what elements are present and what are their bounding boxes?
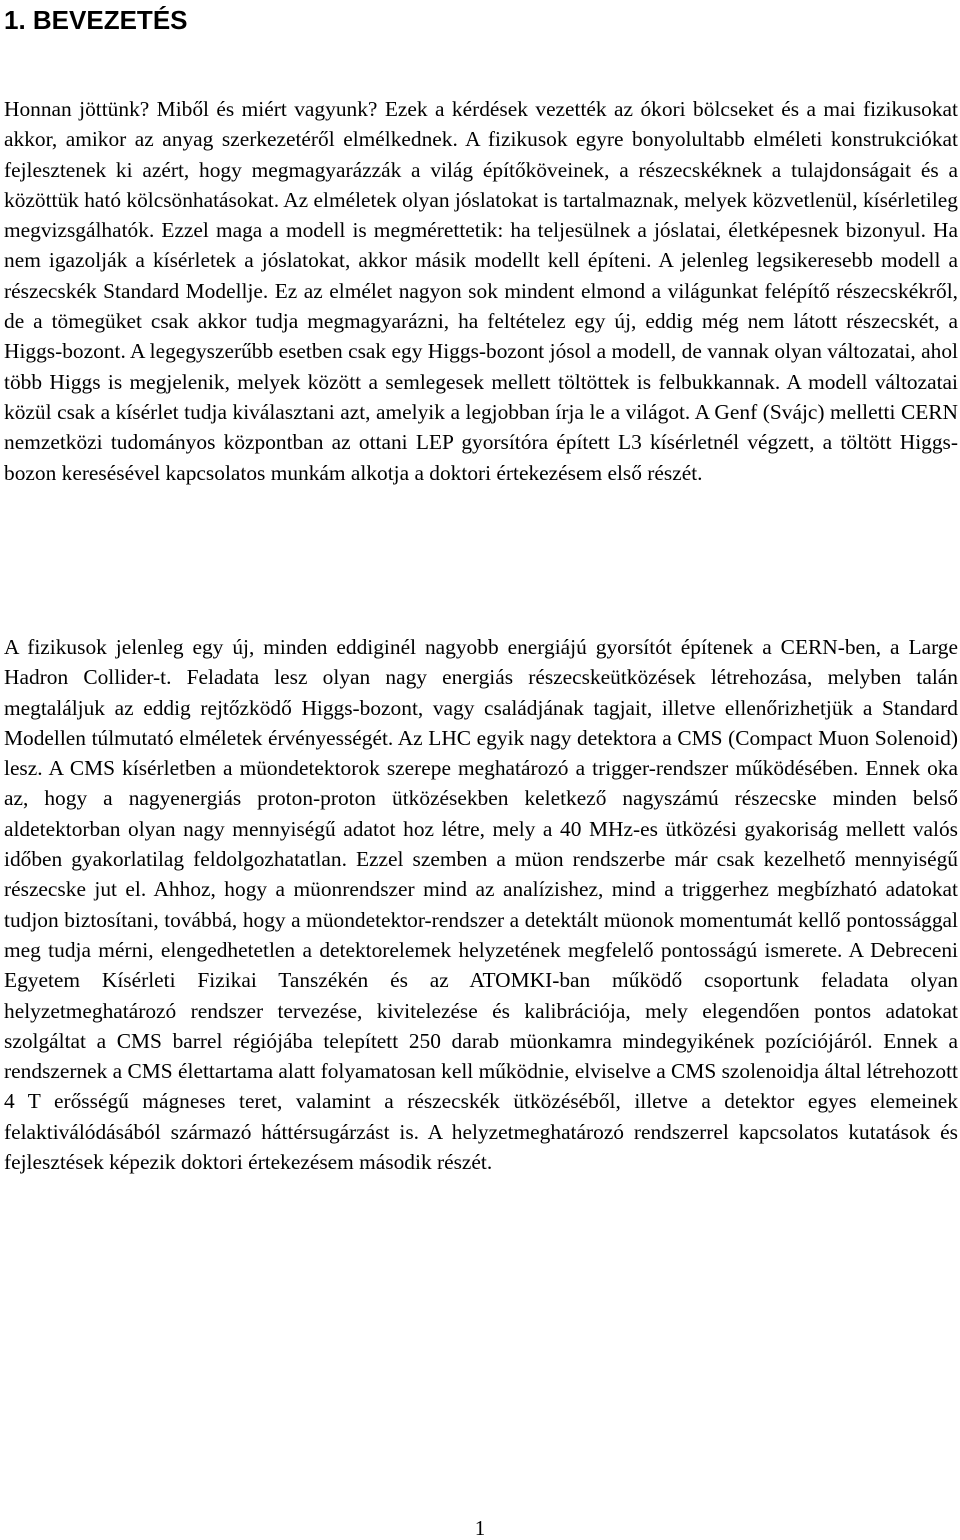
page-number: 1 xyxy=(474,1516,486,1540)
paragraph-1: Honnan jöttünk? Miből és miért vagyunk? Ezek a kérdések vezették az ókori bölcseket és a mai fizikusokat akkor, amikor az anyag szerkezetéről elmélkednek. A fizikusok egyre bonyolultabb elméleti konstrukciókat fejlesztenek ki azért, hogy megmagyarázzák a világ építőköveinek, a részecskéknek a tulajdonságait és a közöttük ható kölcsönhatásokat. Az elméletek olyan jóslatokat is tartalmaznak, melyek közvetlenül, kísérletileg megvizsgálhatók. Ezzel maga a modell is megmérettetik: ha teljesülnek a jóslatai, életképesnek bizonyul. Ha nem igazolják a kísérletek a jóslatokat, akkor másik modellt kell építeni. A jelenleg legsikeresebb modell a részecskék Standard Modellje. Ez az elmélet nagyon sok mindent elmond a világunkat felépítő részecskékről, de a tömegüket csak akkor tudja megmagyarázni, ha feltételez egy új, eddig még nem látott részecskét, a Higgs-bozont. A legegyszerűbb esetben csak egy Higgs-bozont jósol a modell, de vannak olyan változatai, ahol több Higgs is megjelenik, melyek között a semlegesek mellett töltöttek is felbukkannak. A modell változatai közül csak a kísérlet tudja kiválasztani azt, amelyik a legjobban írja le a világot. A Genf (Svájc) melletti CERN nemzetközi tudományos központban az ottani LEP gyorsítóra épített L3 kísérletnél végzett, a töltött Higgs-bozon keresésével kapcsolatos munkám alkotja a doktori értekezésem első részét. xyxy=(4,97,958,485)
section-heading: 1. BEVEZETÉS xyxy=(4,5,188,35)
paragraph-2: A fizikusok jelenleg egy új, minden eddiginél nagyobb energiájú gyorsítót építenek a CERN-ben, a Large Hadron Collider-t. Feladata lesz olyan nagy energiás részecskeütközések létrehozása, melyben talán megtaláljuk az eddig rejtőzködő Higgs-bozont, vagy családjának tagjait, illetve ellenőrizhetjük a Standard Modellen túlmutató elméletek érvényességét. Az LHC egyik nagy detektora a CMS (Compact Muon Solenoid) lesz. A CMS kísérletben a müondetektorok szerepe meghatározó a trigger-rendszer működésében. Ennek oka az, hogy a nagyenergiás proton-proton ütközésekben keletkező nagyszámú részecske minden belső aldetektorban olyan nagy mennyiségű adatot hoz létre, mely a 40 MHz-es ütközési gyakoriság mellett valós időben gyakorlatilag feldolgozhatatlan. Ezzel szemben a müon rendszerbe már csak kezelhető mennyiségű részecske jut el. Ahhoz, hogy a müonrendszer mind az analízishez, mind a triggerhez megbízható adatokat tudjon biztosítani, továbbá, hogy a müondetektor-rendszer a detektált müonok momentumát kellő pontossággal meg tudja mérni, elengedhetetlen a detektorelemek helyzetének megfelelő pontosságú ismerete. A Debreceni Egyetem Kísérleti Fizikai Tanszékén és az ATOMKI-ban működő csoportunk feladata olyan helyzetmeghatározó rendszer tervezése, kivitelezése és kalibrációja, mely elegendően pontos adatokat szolgáltat a CMS barrel régiójába telepített 250 darab müonkamra mindegyikének pozíciójáról. Ennek a rendszernek a CMS élettartama alatt folyamatosan kell működnie, elviselve a CMS szolenoidja által létrehozott 4 T erősségű mágneses teret, valamint a részecskék ütközéséből, illetve a detektor egyes elemeinek felaktiválódásából származó háttérsugárzást is. A helyzetmeghatározó rendszerrel kapcsolatos kutatások és fejlesztések képezik doktori értekezésem második részét. xyxy=(4,635,958,1175)
